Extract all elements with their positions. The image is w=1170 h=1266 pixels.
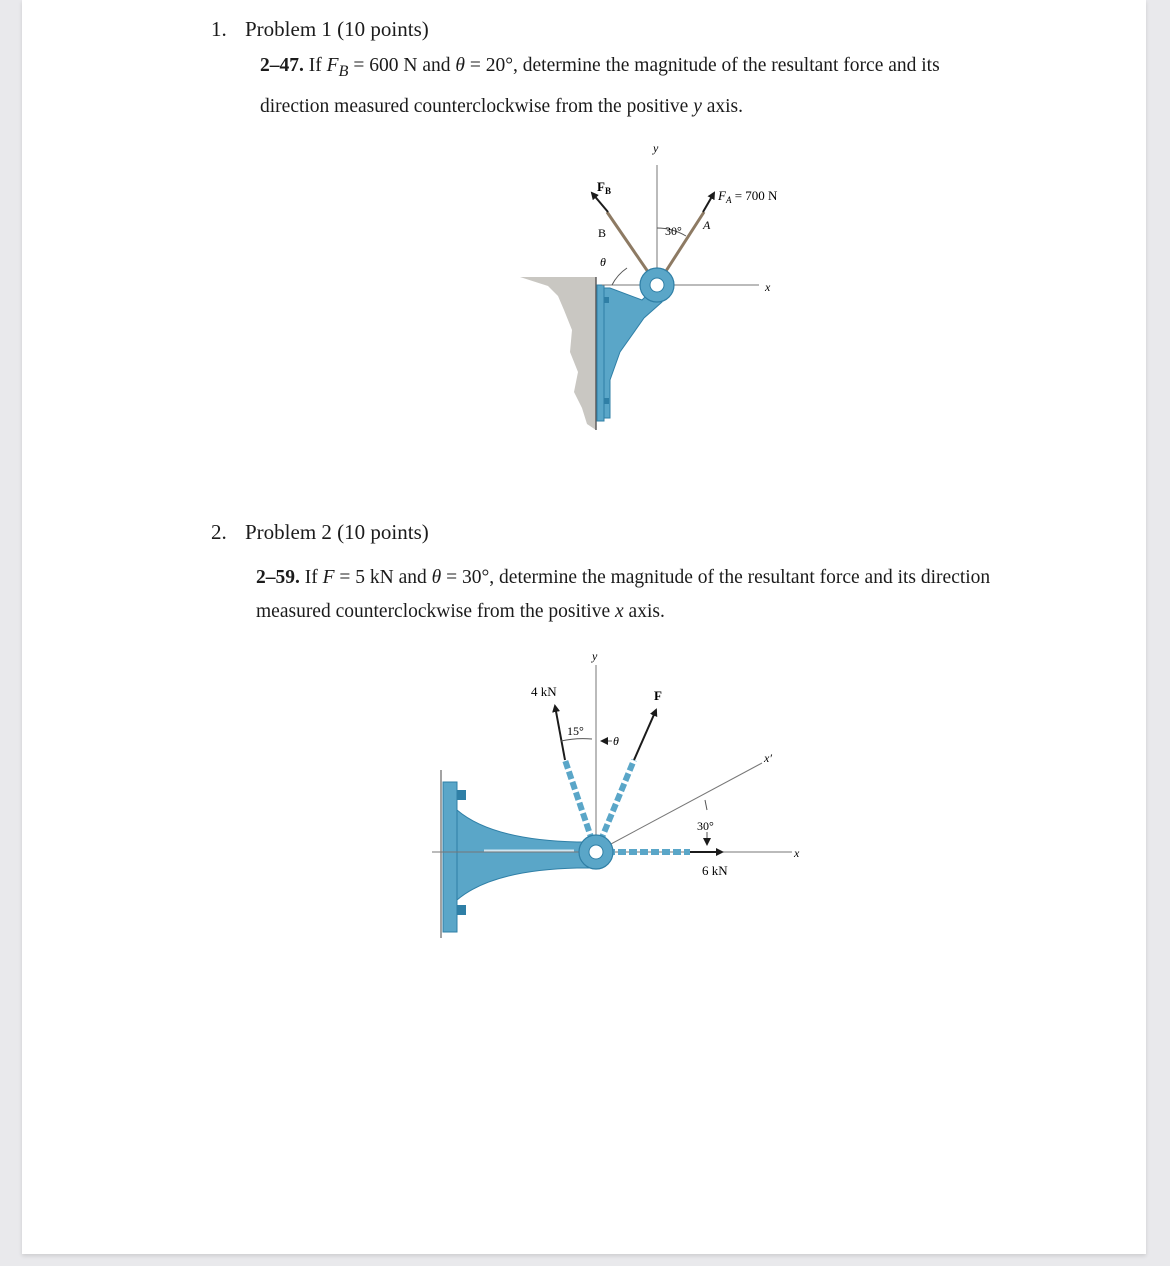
angle-30-label: 30° <box>665 224 682 238</box>
force-4kn-arrow <box>555 706 565 760</box>
symbol-f: F <box>326 55 339 76</box>
symbol-theta: θ <box>431 567 442 588</box>
problem-2-figure <box>432 640 842 950</box>
problem-2-line-1 <box>256 561 990 595</box>
problem-2-line-2 <box>256 595 990 629</box>
bolt <box>457 790 466 800</box>
base-plate <box>443 782 457 932</box>
x-prime-axis <box>596 763 762 852</box>
x-axis-label: x <box>794 846 800 860</box>
bracket-arm <box>457 810 592 900</box>
theta-arc <box>612 268 627 285</box>
fa-subscript: A <box>725 195 732 205</box>
problem-1-figure <box>492 135 852 440</box>
axis-symbol: x <box>615 601 624 622</box>
angle-15-label: 15° <box>567 724 584 738</box>
fa-value: = 700 N <box>731 188 778 203</box>
problem-2-index: 2. <box>211 520 227 544</box>
angle-30-label: 30° <box>697 819 714 833</box>
point-b-label: B <box>598 226 607 240</box>
theta-label: θ <box>600 255 606 269</box>
bracket-plate <box>597 285 604 421</box>
text: = 20°, determine the magnitude of the resultant force and its <box>464 55 940 76</box>
y-axis-label: y <box>653 141 659 155</box>
text: = 600 N and <box>348 55 456 76</box>
text: If <box>303 55 327 76</box>
force-f-label: F <box>654 688 662 703</box>
text: If <box>299 567 323 588</box>
wall <box>520 277 596 430</box>
text: axis. <box>701 95 744 117</box>
x-prime-axis-label: x′ <box>764 751 772 765</box>
problem-1-number: 2–47. <box>260 55 304 76</box>
ring-hole <box>650 278 664 292</box>
problem-2-number: 2–59. <box>256 567 300 588</box>
text: = 5 kN and <box>334 567 432 588</box>
fb-symbol: F <box>597 179 605 194</box>
problem-1-title: Problem 1 (10 points) <box>245 17 429 41</box>
force-4kn-label: 4 kN <box>531 684 557 699</box>
force-f-arrow <box>634 710 656 760</box>
y-axis-label: y <box>592 649 598 663</box>
problem-1-line-2 <box>260 89 940 125</box>
text: = 30°, determine the magnitude of the resultant force and its direction <box>441 567 991 588</box>
symbol-theta: θ <box>455 55 465 76</box>
subscript-b: B <box>338 61 349 80</box>
bolt <box>457 905 466 915</box>
problem-1-statement <box>260 48 940 125</box>
bolt <box>604 297 609 303</box>
text: axis. <box>623 601 665 622</box>
x-axis-label: x <box>765 280 771 294</box>
text: direction measured counterclockwise from the positive <box>260 95 694 117</box>
angle-30-indicator-top <box>705 800 707 810</box>
point-a-label: A <box>703 218 711 232</box>
symbol-f: F <box>322 567 335 588</box>
text: measured counterclockwise from the positive <box>256 601 616 622</box>
problem-2-title: Problem 2 (10 points) <box>245 520 429 544</box>
fa-symbol: F <box>718 188 726 203</box>
axis-symbol: y <box>693 95 702 117</box>
problem-2-statement <box>256 561 990 629</box>
force-fb-label <box>597 179 611 196</box>
theta-label: θ <box>613 734 619 748</box>
force-fa-label <box>717 188 778 205</box>
bolt <box>604 398 609 404</box>
fb-subscript: B <box>604 186 611 196</box>
document-page <box>22 0 1146 1254</box>
force-fa-arrow <box>703 193 714 212</box>
problem-1-line-1 <box>260 48 940 89</box>
problem-1-index: 1. <box>211 17 227 41</box>
ring-hole <box>589 845 603 859</box>
angle-15-arc <box>561 739 592 741</box>
bracket <box>602 286 662 418</box>
force-6kn-label: 6 kN <box>702 863 728 878</box>
